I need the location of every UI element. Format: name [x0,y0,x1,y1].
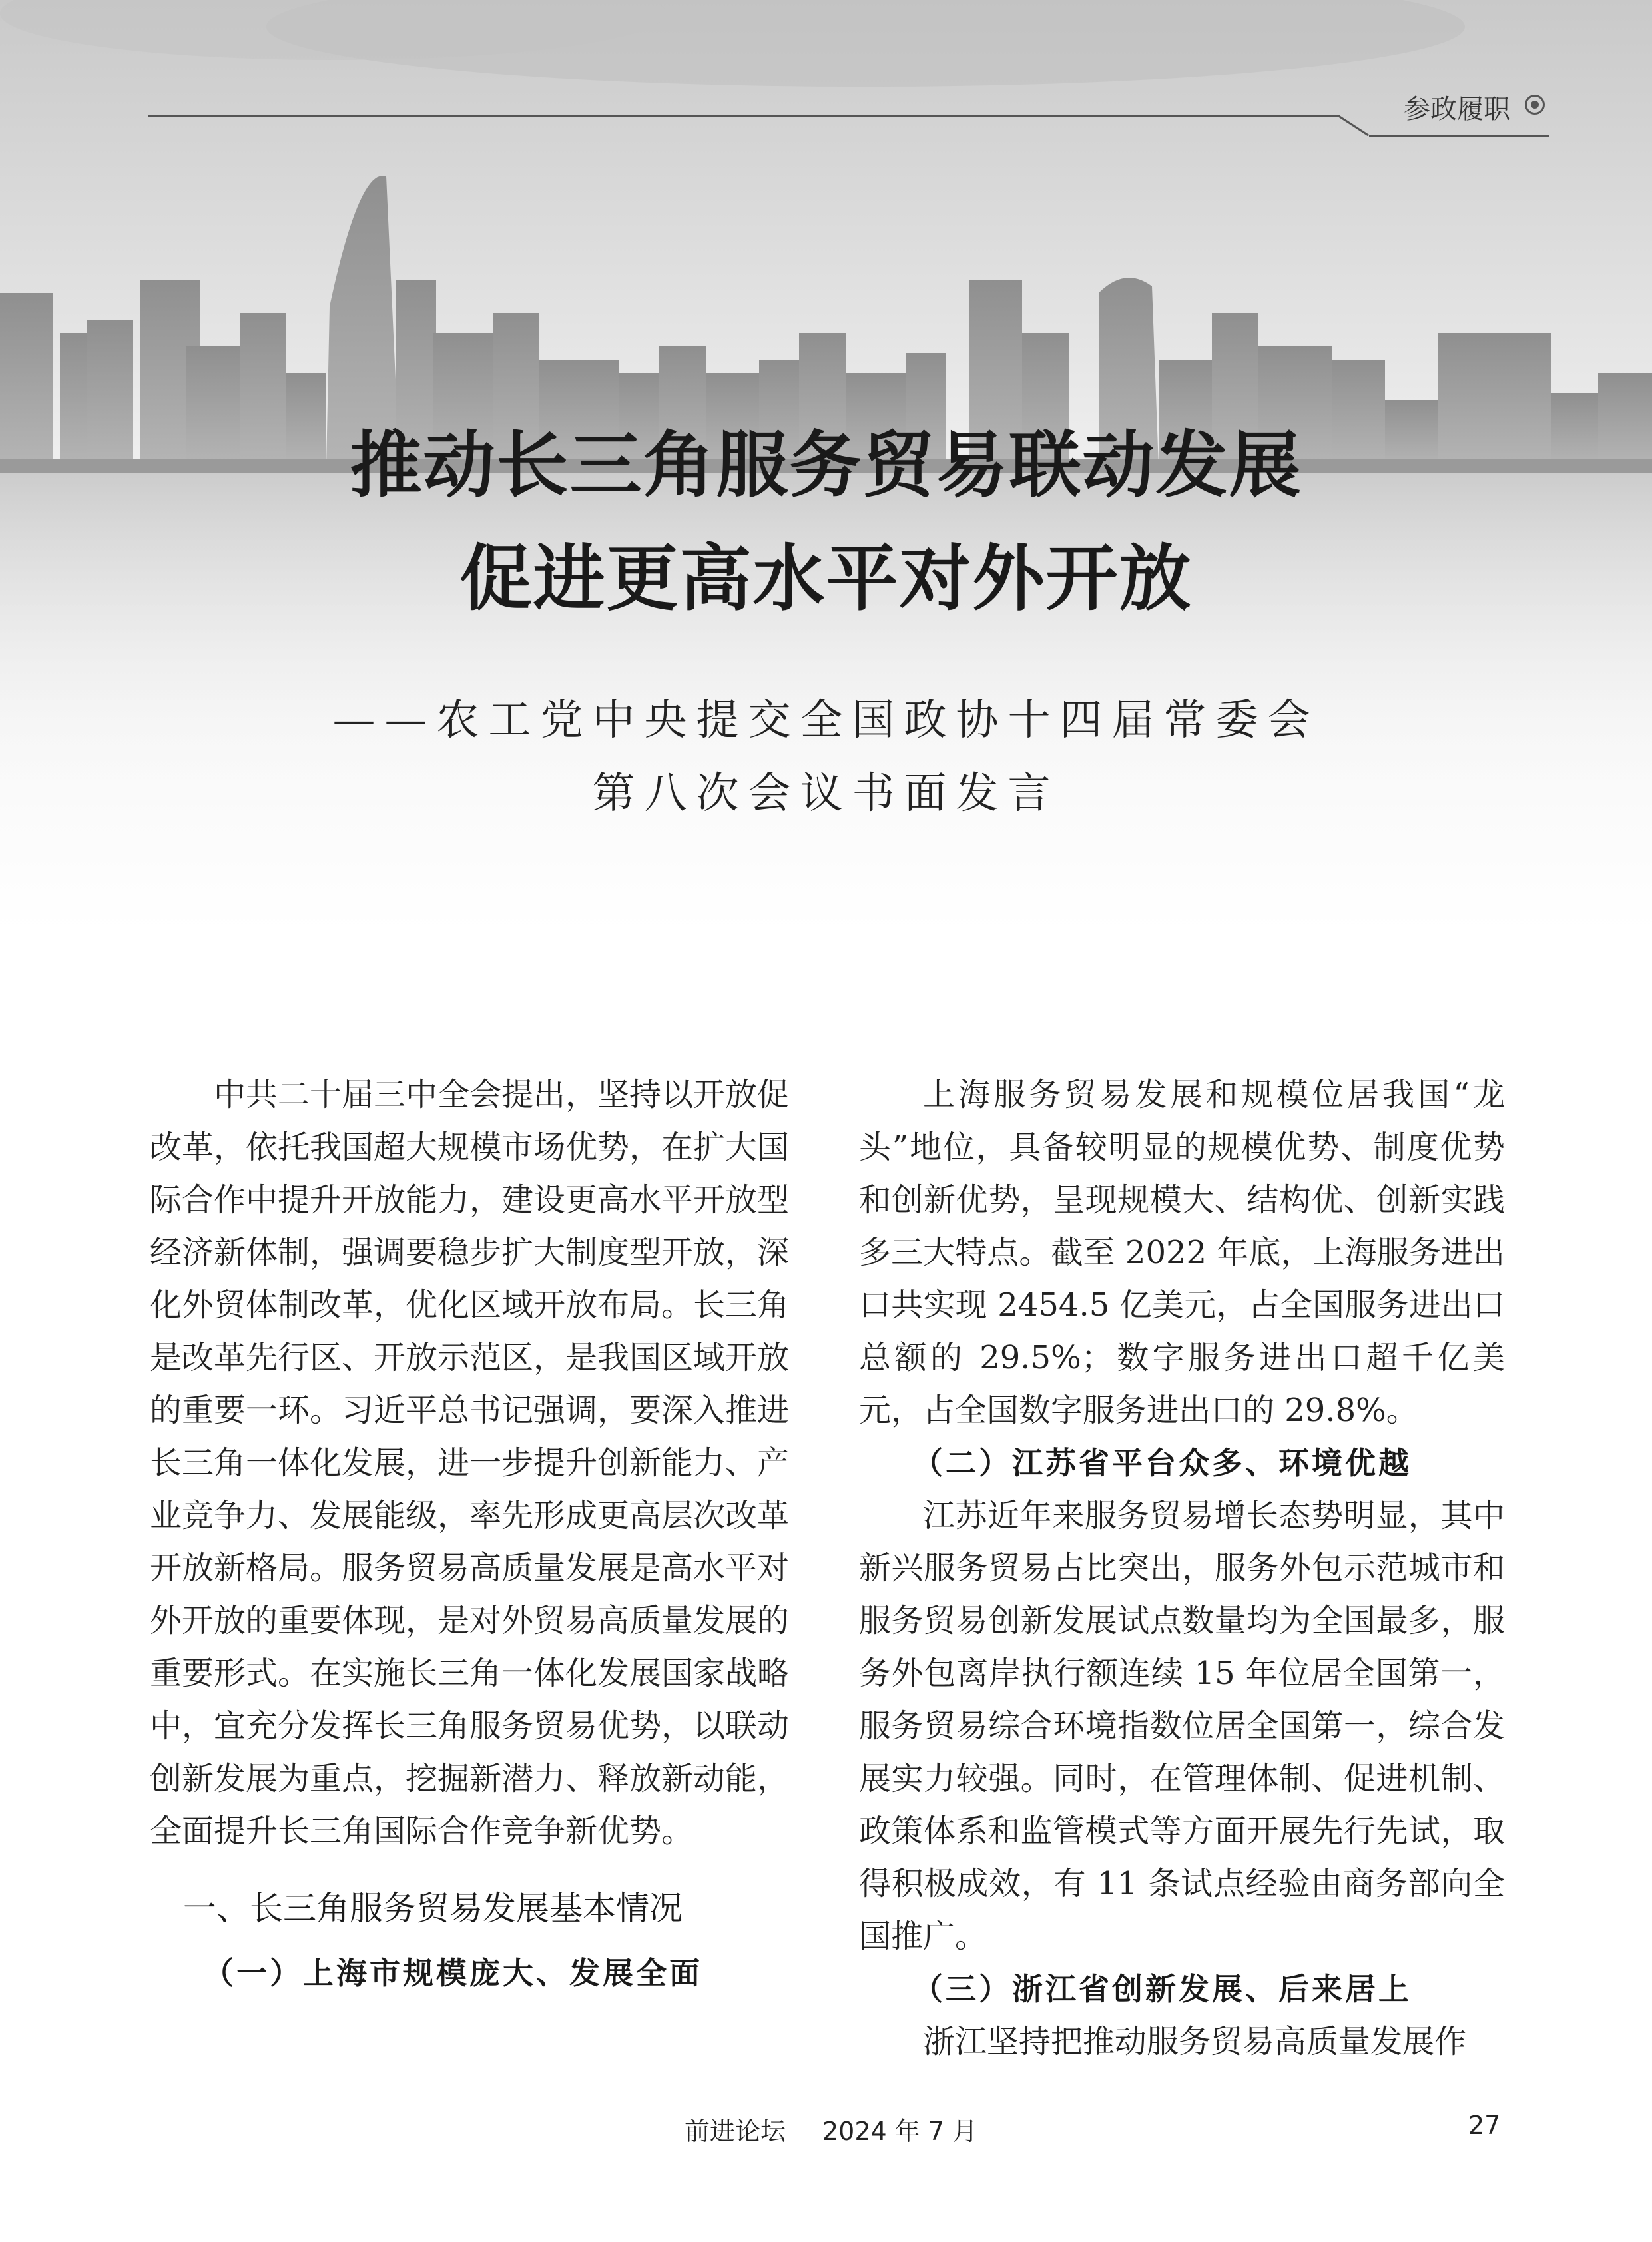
paragraph-shanghai: 上海服务贸易发展和规模位居我国“龙头”地位，具备较明显的规模优势、制度优势和创新优势，呈现规模大、结构优、创新实践多三大特点。截至 2022 年底，上海服务进出口共实现 2454.5 亿美元，占全国服务进出口总额的 29.5%；数字服务进出口超千亿美元，占全国数字服务进出口的 29.8%。 [859,1076,1505,1429]
article-title-line2: 促进更高水平对外开放 [459,537,1193,621]
subheading-jiangsu: （二）江苏省平台众多、环境优越 [912,1445,1412,1481]
article-subtitle-line2: 第八次会议书面发言 [592,769,1060,818]
article-subtitle-line1: ——农工党中央提交全国政协十四届常委会 [332,696,1320,745]
section-heading-1: 一、长三角服务贸易发展基本情况 [183,1889,683,1928]
header-rule-right [1369,135,1549,137]
page-number: 27 [1468,2111,1501,2140]
paragraph-zhejiang: 浙江坚持把推动服务贸易高质量发展作 [923,2023,1467,2060]
footer-magazine: 前进论坛 [685,2117,786,2146]
bullseye-icon [1525,95,1545,115]
subheading-shanghai: （一）上海市规模庞大、发展全面 [203,1955,702,1991]
section-label: 参政履职 [1404,94,1510,125]
header-rule [148,115,1340,117]
right-column [859,1069,1505,2068]
subheading-zhejiang: （三）浙江省创新发展、后来居上 [912,1971,1412,2007]
left-column [150,1069,789,2000]
footer-date: 2024 年 7 月 [822,2117,978,2146]
paragraph-jiangsu: 江苏近年来服务贸易增长态势明显，其中新兴服务贸易占比突出，服务外包示范城市和服务贸易创新发展试点数量均为全国最多，服务外包离岸执行额连续 15 年位居全国第一，服务贸易综合环境指数位居全国第一，综合发展实力较强。同时，在管理体制、促进机制、政策体系和监管模式等方面开展先行先试，取得积极成效，有 11 条试点经验由商务部向全国推广。 [859,1497,1505,1955]
paragraph-intro: 中共二十届三中全会提出，坚持以开放促改革，依托我国超大规模市场优势，在扩大国际合作中提升开放能力，建设更高水平开放型经济新体制，强调要稳步扩大制度型开放，深化外贸体制改革，优化区域开放布局。长三角是改革先行区、开放示范区，是我国区域开放的重要一环。习近平总书记强调，要深入推进长三角一体化发展，进一步提升创新能力、产业竞争力、发展能级，率先形成更高层次改革开放新格局。服务贸易高质量发展是高水平对外开放的重要体现，是对外贸易高质量发展的重要形式。在实施长三角一体化发展国家战略中，宜充分发挥长三角服务贸易优势，以联动创新发展为重点，挖掘新潜力、释放新动能，全面提升长三角国际合作竞争新优势。 [150,1076,790,1850]
article-title-line1: 推动长三角服务贸易联动发展 [350,424,1302,507]
